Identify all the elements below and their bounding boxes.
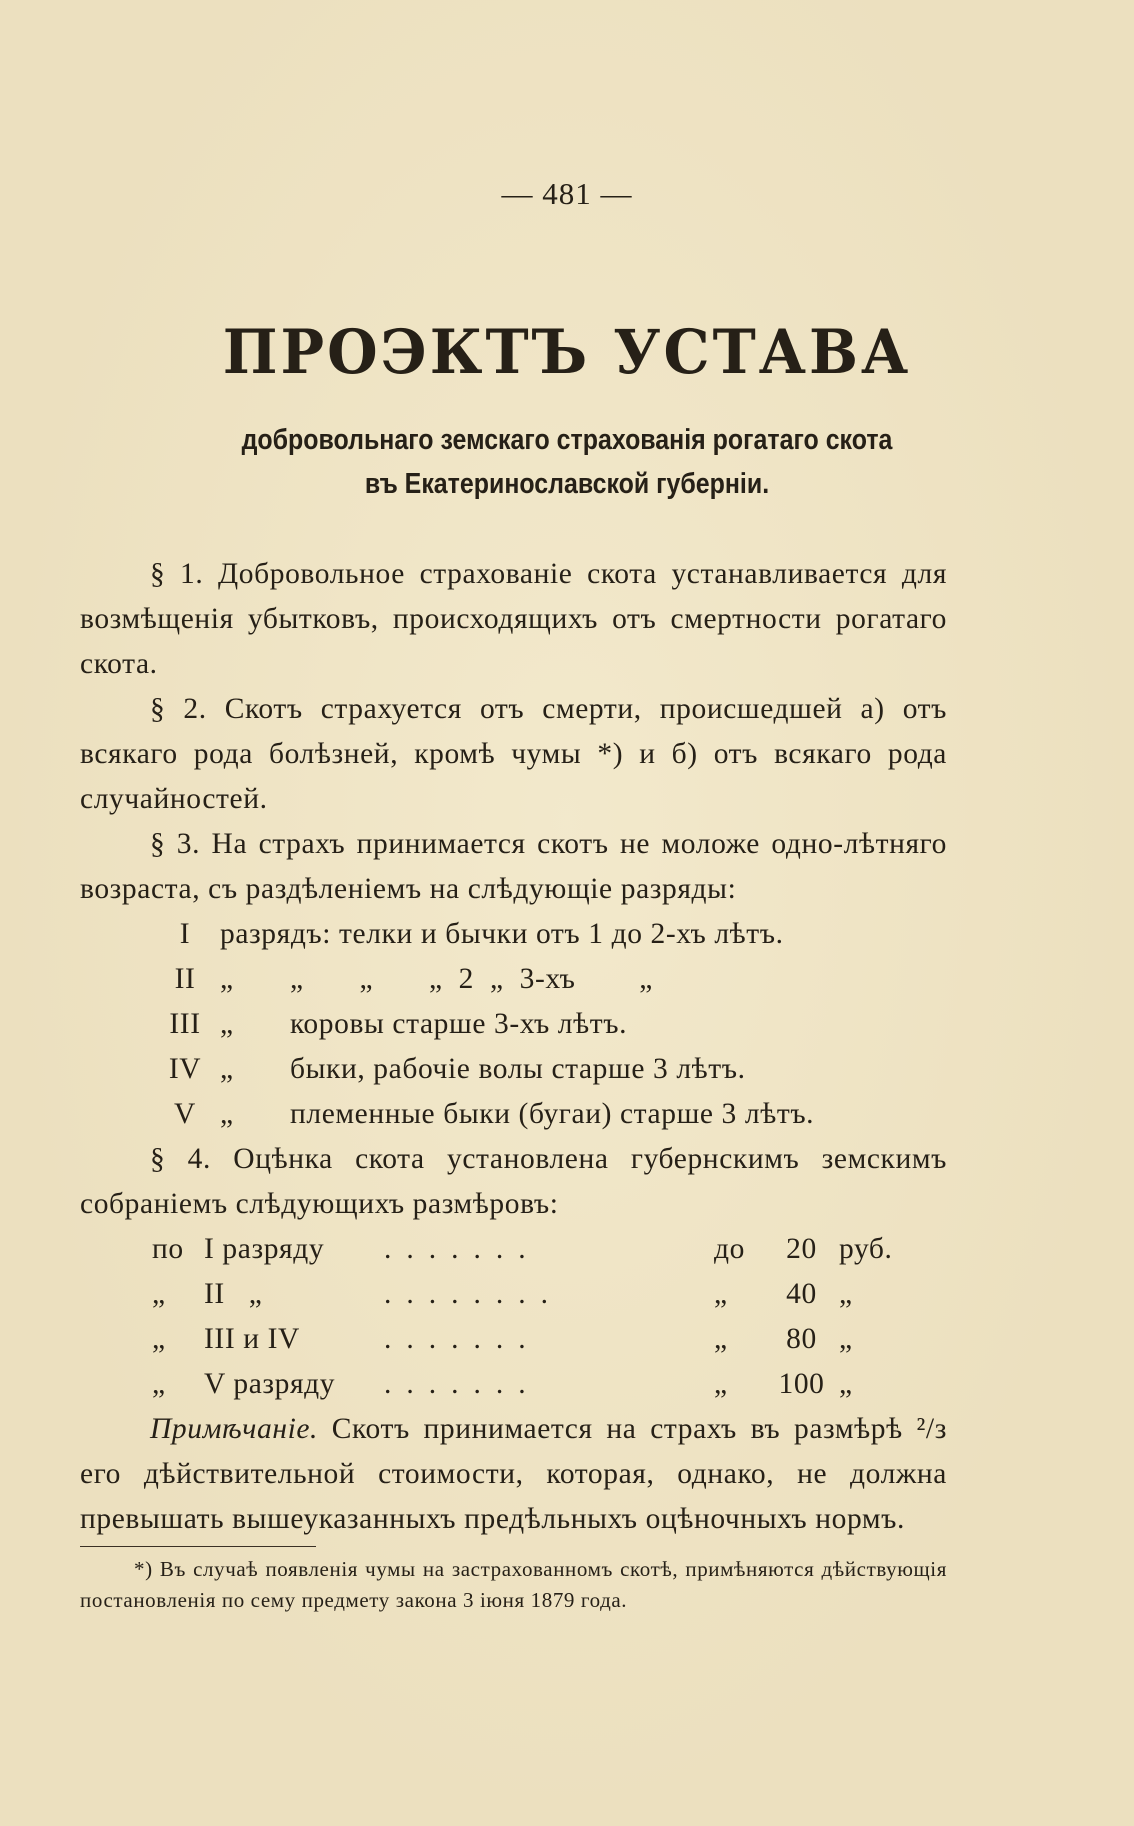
rate-amount: 100 xyxy=(778,1368,825,1400)
rate-upto: до xyxy=(714,1233,745,1265)
rate-unit: „ xyxy=(839,1368,853,1400)
rate-category: V разряду xyxy=(204,1368,336,1400)
rate-prefix: „ xyxy=(152,1323,166,1355)
category-text: быки, рабочіе волы старше 3 лѣтъ. xyxy=(290,1053,746,1085)
footnote-divider xyxy=(80,1546,316,1547)
category-text: племенные быки (бугаи) старше 3 лѣтъ. xyxy=(290,1098,815,1130)
rate-row xyxy=(152,1227,899,1272)
rate-dots: ....... xyxy=(384,1233,541,1265)
rate-row xyxy=(152,1362,899,1407)
document-title: ПРОЭКТЪ УСТАВА xyxy=(222,316,912,388)
rate-unit: „ xyxy=(839,1278,853,1310)
subtitle-line-2: въ Екатеринославской губерніи. xyxy=(364,468,770,500)
category-row xyxy=(150,1002,814,1047)
ditto-mark: „ xyxy=(220,963,234,995)
rate-amount: 80 xyxy=(786,1323,817,1355)
rate-dots: ....... xyxy=(384,1368,541,1400)
paragraph-3: § 3. На страхъ принимается скотъ не моложе одно-лѣтняго возраста, съ раздѣленіемъ на слѣдующіе разряды: xyxy=(80,828,947,905)
category-row xyxy=(150,912,814,957)
category-number: III xyxy=(169,1008,201,1040)
category-text: коровы старше 3-хъ лѣтъ. xyxy=(290,1008,628,1040)
rate-upto: „ xyxy=(714,1278,728,1310)
rate-category: I разряду xyxy=(204,1233,325,1265)
category-list xyxy=(150,912,814,1137)
note-paragraph xyxy=(80,1407,947,1542)
note-label: Примѣчаніе. xyxy=(150,1413,319,1445)
rate-prefix: „ xyxy=(152,1368,166,1400)
rate-dots: ....... xyxy=(384,1323,541,1355)
subtitle-line-1: добровольнаго земскаго страхованія рогатаго скота xyxy=(241,424,893,456)
paragraph-2: § 2. Скотъ страхуется отъ смерти, происшедшей а) отъ всякаго рода болѣзней, кромѣ чумы *) и б) отъ всякаго рода случайностей. xyxy=(80,693,947,815)
rate-upto: „ xyxy=(714,1323,728,1355)
ditto-mark: „ xyxy=(220,1053,234,1085)
ditto-mark: „ xyxy=(220,1098,234,1130)
category-text: разрядъ: телки и бычки отъ 1 до 2-хъ лѣтъ. xyxy=(220,918,784,950)
rate-category: III и IV xyxy=(204,1323,300,1355)
footnote-text: *) Въ случаѣ появленія чумы на застрахованномъ скотѣ, примѣняются дѣйствующія постановленія по сему предмету закона 3 іюня 1879 года. xyxy=(80,1557,947,1612)
rate-row xyxy=(152,1317,899,1362)
rate-amount: 40 xyxy=(786,1278,817,1310)
ditto-mark: „ xyxy=(220,1008,234,1040)
category-row xyxy=(150,1047,814,1092)
footnote xyxy=(80,1554,947,1616)
category-row xyxy=(150,957,814,1002)
rate-prefix: по xyxy=(152,1233,184,1265)
rate-amount: 20 xyxy=(786,1233,817,1265)
category-text: „ „ „ 2 „ 3-хъ „ xyxy=(290,963,653,995)
rate-category: II „ xyxy=(204,1278,263,1310)
category-row xyxy=(150,1092,814,1137)
category-number: V xyxy=(174,1098,196,1130)
page-number: — 481 — xyxy=(501,176,633,211)
paragraph-1: § 1. Добровольное страхованіе скота устанавливается для возмѣщенія убытковъ, происходящихъ отъ смертности рогатаго скота. xyxy=(80,558,947,680)
rate-upto: „ xyxy=(714,1368,728,1400)
rate-row xyxy=(152,1272,899,1317)
rate-unit: „ xyxy=(839,1323,853,1355)
rate-list xyxy=(152,1227,899,1407)
category-number: IV xyxy=(168,1053,202,1085)
category-number: II xyxy=(174,963,196,995)
rate-prefix: „ xyxy=(152,1278,166,1310)
rate-dots: ........ xyxy=(384,1278,563,1310)
note-text: Скотъ принимается на страхъ въ размѣрѣ ²/з его дѣйствительной стоимости, которая, однако, не должна превышать вышеуказанныхъ предѣльныхъ оцѣночныхъ нормъ. xyxy=(80,1413,947,1535)
document-body xyxy=(80,552,947,1542)
paragraph-4: § 4. Оцѣнка скота установлена губернскимъ земскимъ собраніемъ слѣдующихъ размѣровъ: xyxy=(80,1143,947,1220)
rate-unit: руб. xyxy=(839,1233,893,1265)
category-number: I xyxy=(179,918,191,950)
